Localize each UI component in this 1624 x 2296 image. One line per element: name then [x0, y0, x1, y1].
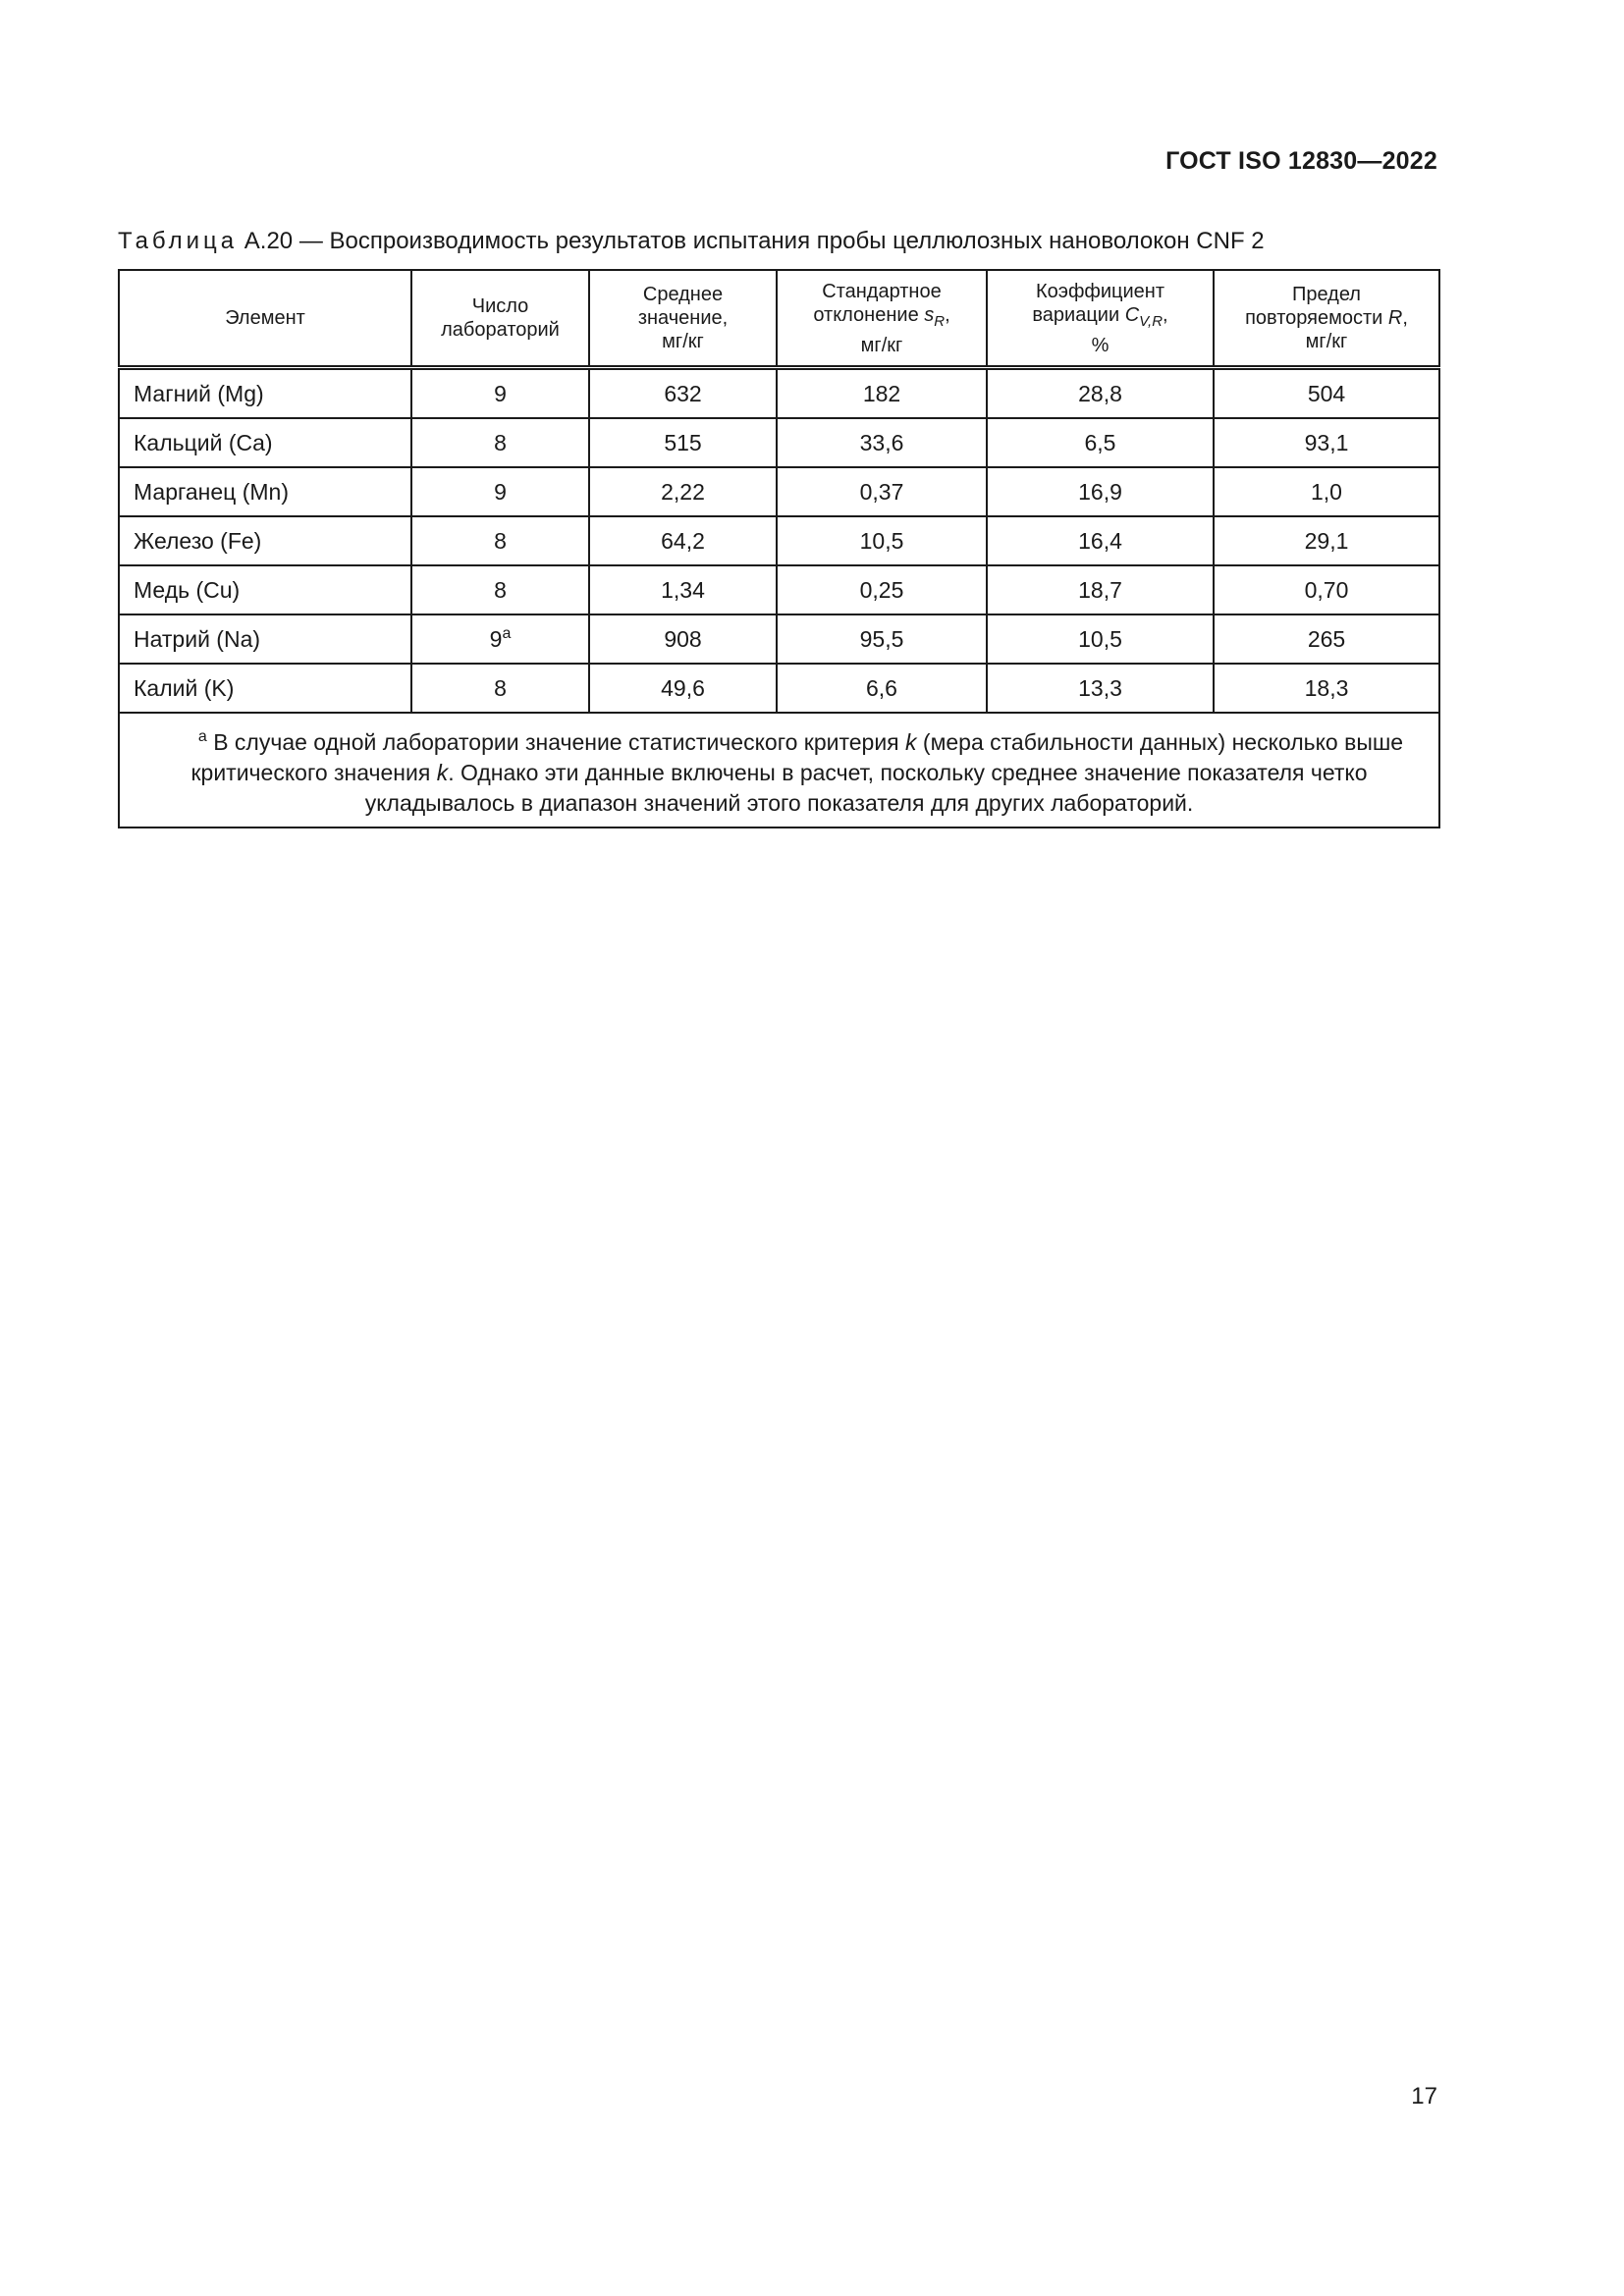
cell-labs: 8: [411, 664, 589, 713]
cell-element: Магний (Mg): [119, 368, 411, 419]
col-header-limit: Предел повторяемости R, мг/кг: [1214, 270, 1439, 368]
table-row: [119, 368, 1439, 419]
cell-limit: 93,1: [1214, 418, 1439, 467]
table-row: [119, 664, 1439, 713]
cell-limit: 18,3: [1214, 664, 1439, 713]
cell-element: Железо (Fe): [119, 516, 411, 565]
cell-limit: 29,1: [1214, 516, 1439, 565]
cell-mean: 49,6: [589, 664, 777, 713]
footnote-ref-mark: a: [502, 625, 512, 642]
cell-element: Марганец (Mn): [119, 467, 411, 516]
cell-element: Кальций (Ca): [119, 418, 411, 467]
cell-labs: 8: [411, 516, 589, 565]
footnote-mark: a: [197, 728, 207, 745]
table-row: [119, 516, 1439, 565]
table-row: [119, 418, 1439, 467]
cell-cv: 16,4: [987, 516, 1214, 565]
caption-prefix: Таблица: [118, 228, 239, 254]
cell-sd: 182: [777, 368, 987, 419]
cell-labs: 8: [411, 565, 589, 614]
cell-sd: 10,5: [777, 516, 987, 565]
cell-labs: 8: [411, 418, 589, 467]
cell-sd: 33,6: [777, 418, 987, 467]
cell-cv: 28,8: [987, 368, 1214, 419]
cell-mean: 908: [589, 614, 777, 664]
cell-sd: 95,5: [777, 614, 987, 664]
table-caption: [118, 228, 1438, 255]
col-header-sd: Стандартное отклонение $s_R$, мг/кг: [777, 270, 987, 368]
cell-cv: 18,7: [987, 565, 1214, 614]
cell-cv: 13,3: [987, 664, 1214, 713]
col-header-mean: Среднее значение, мг/кг: [589, 270, 777, 368]
cell-element: Калий (K): [119, 664, 411, 713]
cell-limit: 265: [1214, 614, 1439, 664]
cell-cv: 16,9: [987, 467, 1214, 516]
document-id-header: ГОСТ ISO 12830—2022: [1165, 147, 1437, 175]
table-row: [119, 467, 1439, 516]
cell-mean: 64,2: [589, 516, 777, 565]
table-row: [119, 614, 1439, 664]
reproducibility-table: [118, 269, 1440, 828]
cell-sd: 0,37: [777, 467, 987, 516]
cell-element: Натрий (Na): [119, 614, 411, 664]
cell-limit: 0,70: [1214, 565, 1439, 614]
col-header-cv: Коэффициент вариации $C_{V,R}$, %: [987, 270, 1214, 368]
cell-labs: 9: [411, 467, 589, 516]
cell-labs: 9$^a$: [411, 614, 589, 664]
table-footnote-row: [119, 713, 1439, 828]
col-header-labs: Число лабораторий: [411, 270, 589, 368]
cell-labs: 9: [411, 368, 589, 419]
col-header-element: Элемент: [119, 270, 411, 368]
table-header-row: [119, 270, 1439, 368]
cell-mean: 2,22: [589, 467, 777, 516]
page-number: 17: [1411, 2083, 1437, 2109]
cell-limit: 504: [1214, 368, 1439, 419]
cell-mean: 515: [589, 418, 777, 467]
cell-sd: 0,25: [777, 565, 987, 614]
cell-cv: 6,5: [987, 418, 1214, 467]
table-row: [119, 565, 1439, 614]
cell-sd: 6,6: [777, 664, 987, 713]
cell-element: Медь (Cu): [119, 565, 411, 614]
cell-mean: 1,34: [589, 565, 777, 614]
cell-limit: 1,0: [1214, 467, 1439, 516]
table-footnote: $^a$ В случае одной лаборатории значение статистического критерия k (мера стабильности данных) несколько выше критического значения k. Однако эти данные включены в расчет, поскольку среднее значение показателя четко укладывалось в диапазон значений этого показателя для других лабораторий.: [119, 713, 1439, 828]
cell-cv: 10,5: [987, 614, 1214, 664]
cell-mean: 632: [589, 368, 777, 419]
caption-text: А.20 — Воспроизводимость результатов испытания пробы целлюлозных нановолокон CNF 2: [244, 228, 1265, 254]
